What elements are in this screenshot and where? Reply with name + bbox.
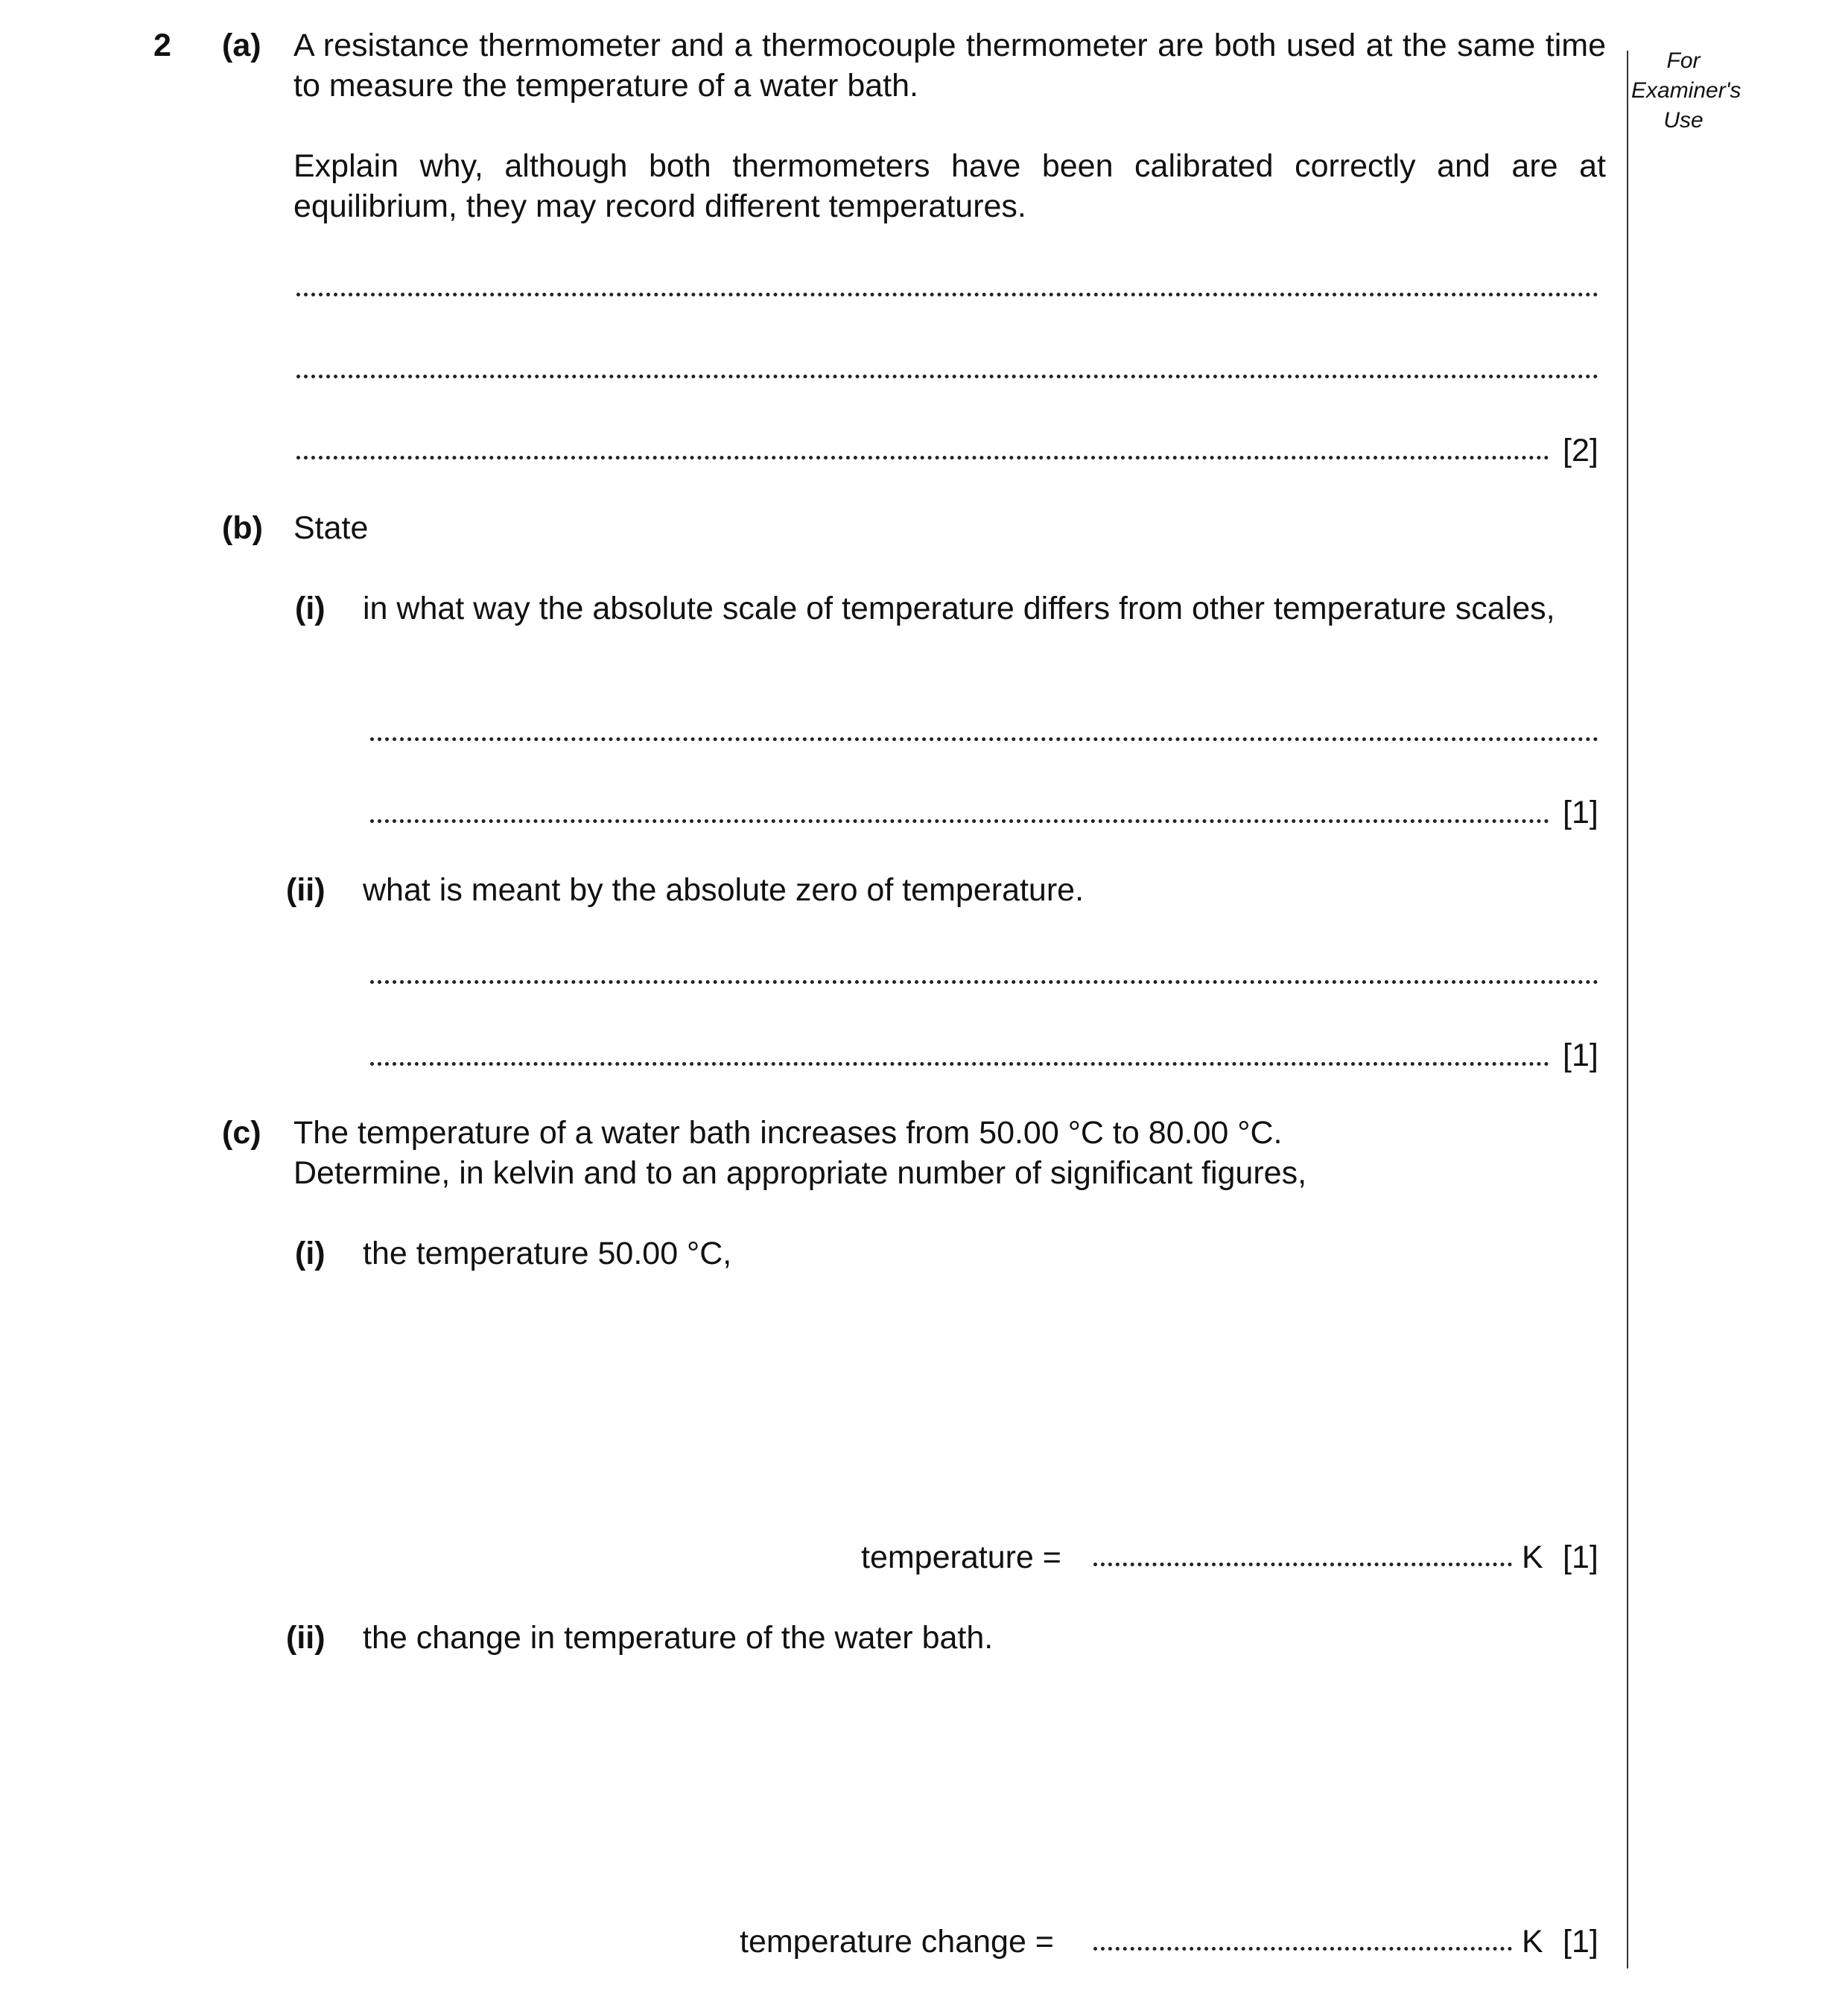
examiner-use-label	[1631, 46, 1741, 136]
part-b-ii-text: what is meant by the absolute zero of temperature.	[363, 872, 1085, 908]
part-a-text: A resistance thermometer and a thermocouple thermometer are both used at the same time to measure the temperature of a water bath.	[293, 28, 1606, 104]
part-a-instruction: Explain why, although both thermometers have been calibrated correctly and are at equilibrium, they may record different temperatures.	[293, 148, 1606, 224]
part-c-ii-answer-label: temperature change =	[740, 1924, 1054, 1960]
part-c-ii-unit: K	[1522, 1924, 1543, 1960]
part-b-i-label: (i)	[295, 591, 326, 626]
examiner-line-1: For	[1666, 48, 1701, 73]
part-b-ii-marks: [1]	[1563, 1037, 1598, 1073]
examiner-margin-rule	[1627, 51, 1628, 1968]
part-a-answer-line-2[interactable]	[296, 375, 1598, 378]
part-b-i-answer-line-2[interactable]	[370, 819, 1549, 823]
part-c-ii-answer-field[interactable]	[1093, 1947, 1512, 1951]
part-b-label: (b)	[222, 510, 263, 546]
part-a-marks: [2]	[1563, 433, 1598, 468]
part-a-label: (a)	[222, 28, 261, 63]
part-c-i-label: (i)	[295, 1236, 326, 1271]
part-c-line-2: Determine, in kelvin and to an appropriate number of significant figures,	[293, 1155, 1307, 1191]
part-b-i-answer-line-1[interactable]	[370, 737, 1598, 741]
part-b-i-text: in what way the absolute scale of temperature differs from other temperature scales,	[363, 591, 1555, 626]
part-c-i-text: the temperature 50.00 °C,	[363, 1236, 732, 1271]
examiner-line-3: Use	[1663, 108, 1703, 133]
part-c-ii-text: the change in temperature of the water bath.	[363, 1620, 994, 1656]
part-a-answer-line-1[interactable]	[296, 293, 1598, 296]
part-c-i-answer-label: temperature =	[861, 1539, 1061, 1575]
part-c-i-marks: [1]	[1563, 1539, 1598, 1575]
examiner-line-2: Examiner's	[1631, 78, 1741, 103]
part-b-ii-label: (ii)	[286, 872, 326, 908]
question-number: 2	[153, 28, 171, 63]
part-c-line-1: The temperature of a water bath increases from 50.00 °C to 80.00 °C.	[293, 1115, 1283, 1151]
part-c-i-unit: K	[1522, 1539, 1543, 1575]
part-b-ii-answer-line-1[interactable]	[370, 980, 1598, 984]
part-b-i-marks: [1]	[1563, 795, 1598, 830]
part-c-ii-marks: [1]	[1563, 1924, 1598, 1960]
part-c-i-answer-field[interactable]	[1093, 1563, 1512, 1566]
part-b-text: State	[293, 510, 369, 546]
part-c-ii-label: (ii)	[286, 1620, 326, 1656]
part-a-answer-line-3[interactable]	[296, 456, 1549, 460]
part-b-ii-answer-line-2[interactable]	[370, 1062, 1549, 1066]
part-c-label: (c)	[222, 1115, 261, 1151]
